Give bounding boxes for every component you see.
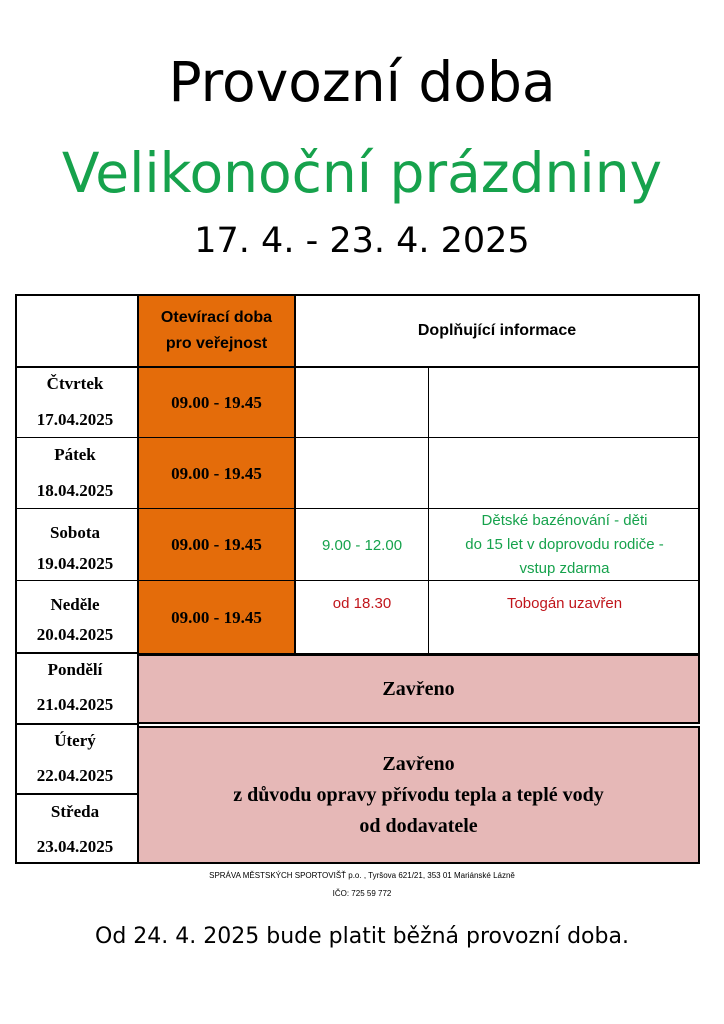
header-public-hours (137, 294, 296, 368)
row-divider (137, 437, 700, 438)
hours-cell: 09.00 - 19.45 (171, 607, 262, 627)
hours-cell: 09.00 - 19.45 (171, 463, 262, 483)
closed-monday-cell: Zavřeno (137, 654, 700, 724)
closed-repair-cell (137, 726, 700, 864)
schedule-table (15, 294, 700, 864)
header-public-line2: pro veřejnost (165, 335, 268, 352)
day-name: Středa (50, 802, 100, 821)
info-line: Dětské bazénování - děti (481, 512, 648, 529)
header-info: Doplňující informace (294, 294, 700, 368)
day-divider (15, 437, 139, 438)
day-date: 21.04.2025 (36, 695, 114, 714)
day-name: Neděle (50, 595, 100, 614)
day-date: 18.04.2025 (36, 481, 114, 500)
info-time-sunday: od 18.30 (332, 595, 392, 612)
day-column (15, 366, 139, 864)
day-name: Úterý (54, 731, 96, 750)
info-text-saturday (429, 509, 700, 581)
day-name: Čtvrtek (46, 374, 104, 393)
day-divider (15, 580, 139, 581)
footer-organization: SPRÁVA MĚSTSKÝCH SPORTOVIŠŤ p.o. , Tyršova 621/21, 353 01 Mariánské Lázně (209, 871, 515, 880)
day-date: 17.04.2025 (36, 410, 114, 429)
date-range: 17. 4. - 23. 4. 2025 (194, 221, 530, 261)
info-line: vstup zdarma (519, 560, 610, 577)
day-divider (15, 793, 139, 795)
day-date: 20.04.2025 (36, 625, 114, 644)
closed-repair-line: Zavřeno (382, 752, 455, 775)
closed-repair-line: z důvodu opravy přívodu tepla a teplé vody (233, 783, 604, 806)
day-name: Pondělí (47, 660, 103, 679)
day-date: 19.04.2025 (36, 554, 114, 573)
hours-cell: 09.00 - 19.45 (171, 535, 262, 554)
day-name: Sobota (49, 523, 101, 542)
footer-ico: IČO: 725 59 772 (332, 889, 392, 898)
page-title: Provozní doba (168, 50, 556, 114)
bottom-note: Od 24. 4. 2025 bude platit běžná provozní doba. (95, 924, 629, 949)
day-date: 22.04.2025 (36, 766, 114, 785)
info-line: do 15 let v doprovodu rodiče - (465, 536, 664, 553)
info-text-sunday: Tobogán uzavřen (506, 595, 623, 612)
header-empty-cell (15, 294, 139, 368)
day-date: 23.04.2025 (36, 837, 114, 856)
info-time-saturday: 9.00 - 12.00 (321, 536, 403, 554)
page-subtitle: Velikonoční prázdniny (61, 141, 663, 205)
day-divider (15, 652, 139, 654)
hours-cell: 09.00 - 19.45 (171, 392, 262, 412)
closed-repair-line: od dodavatele (359, 814, 478, 837)
header-public-line1: Otevírací doba (160, 309, 273, 326)
day-name: Pátek (54, 445, 96, 464)
day-divider (15, 723, 139, 725)
day-divider (15, 508, 139, 509)
